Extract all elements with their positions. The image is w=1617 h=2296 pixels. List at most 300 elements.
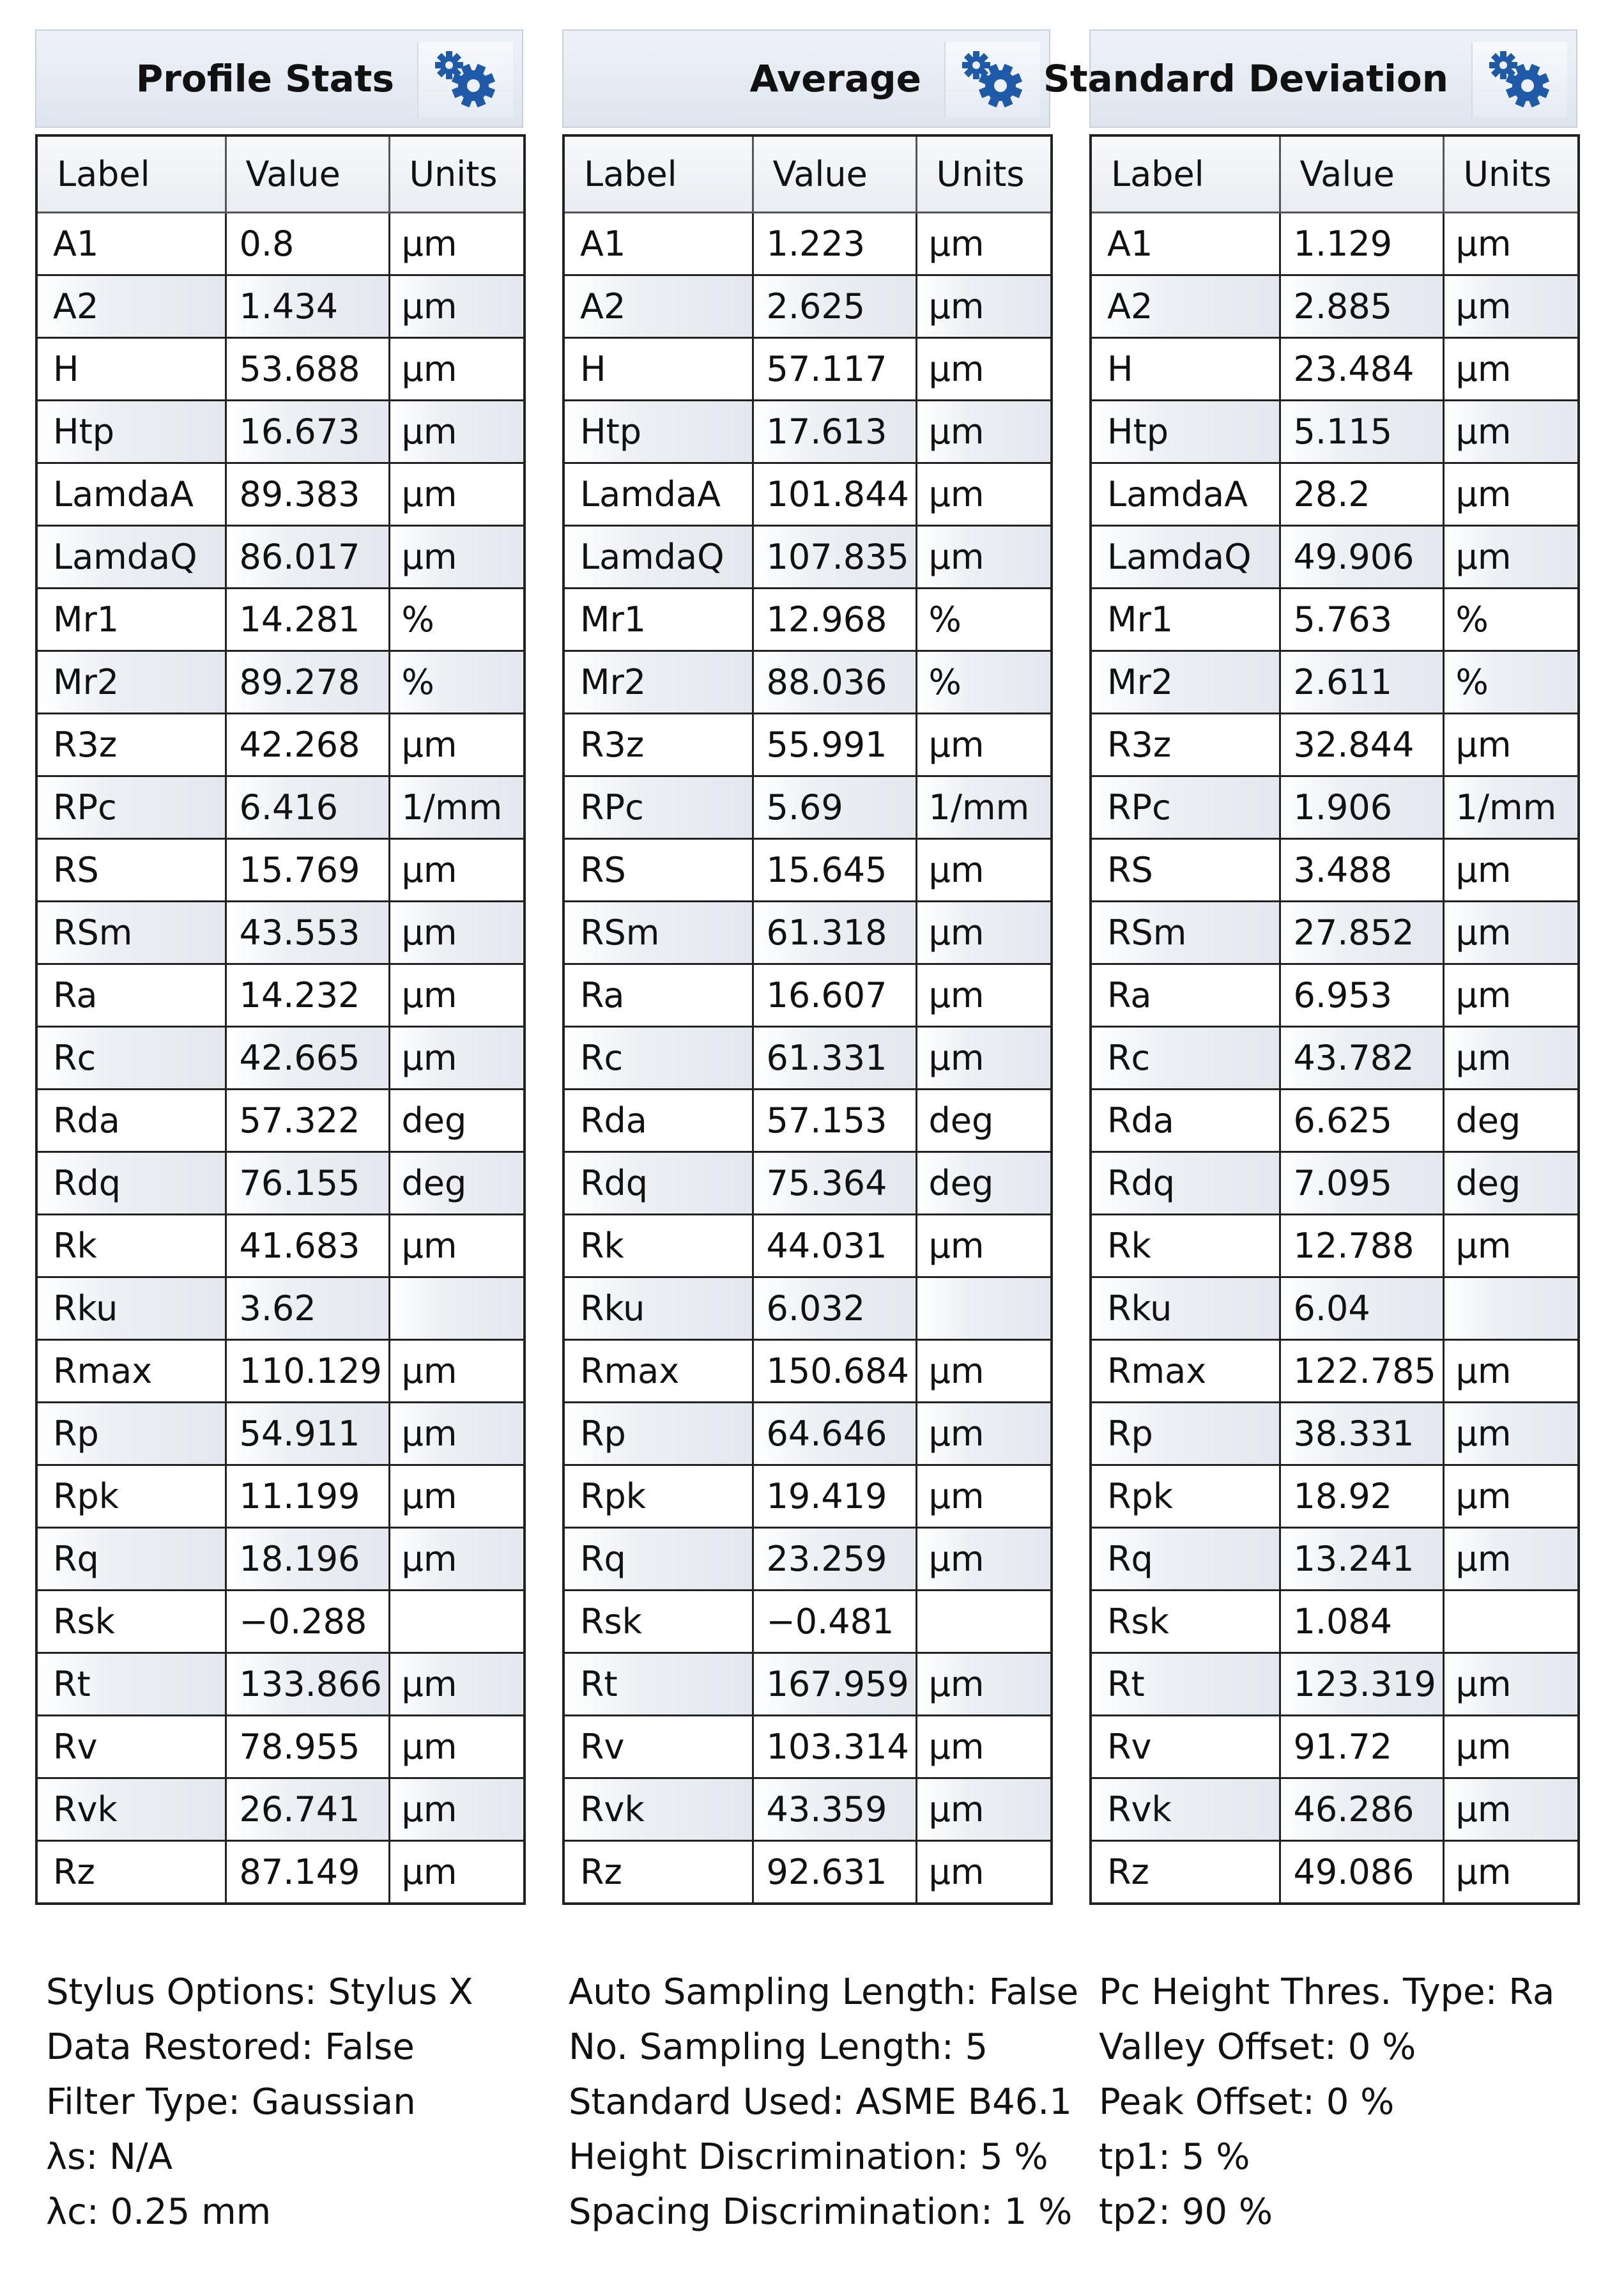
row-value: −0.288 bbox=[226, 1591, 389, 1653]
stats-table bbox=[562, 134, 1053, 1905]
row-units: 1/mm bbox=[1443, 776, 1579, 839]
table-row[interactable] bbox=[36, 964, 525, 1027]
table-row[interactable] bbox=[1091, 1403, 1579, 1465]
table-row[interactable] bbox=[563, 1528, 1052, 1591]
table-row[interactable] bbox=[1091, 338, 1579, 401]
row-units: µm bbox=[1443, 338, 1579, 401]
row-label: A2 bbox=[1091, 275, 1280, 338]
row-units: µm bbox=[389, 1716, 525, 1778]
row-value: 123.319 bbox=[1280, 1653, 1443, 1716]
row-units: µm bbox=[1443, 1215, 1579, 1277]
row-units: µm bbox=[916, 964, 1052, 1027]
table-row[interactable] bbox=[1091, 964, 1579, 1027]
row-label: LamdaA bbox=[563, 463, 753, 526]
row-units: µm bbox=[1443, 401, 1579, 463]
row-label: R3z bbox=[563, 714, 753, 776]
row-units: µm bbox=[916, 1027, 1052, 1090]
row-units: µm bbox=[916, 839, 1052, 902]
row-label: RS bbox=[1091, 839, 1280, 902]
table-row[interactable] bbox=[1091, 714, 1579, 776]
table-row[interactable] bbox=[1091, 1090, 1579, 1152]
table-row[interactable] bbox=[563, 1027, 1052, 1090]
profile-stats-panel bbox=[35, 29, 523, 1905]
table-row[interactable] bbox=[36, 338, 525, 401]
row-value: 103.314 bbox=[753, 1716, 916, 1778]
row-value: 55.991 bbox=[753, 714, 916, 776]
row-units: µm bbox=[916, 526, 1052, 589]
row-value: 18.196 bbox=[226, 1528, 389, 1591]
table-row[interactable] bbox=[36, 275, 525, 338]
table-row[interactable] bbox=[1091, 1716, 1579, 1778]
row-value: 5.763 bbox=[1280, 589, 1443, 651]
row-units: µm bbox=[916, 401, 1052, 463]
row-label: RSm bbox=[36, 902, 226, 964]
row-label: Rq bbox=[563, 1528, 753, 1591]
settings-info-column-2 bbox=[569, 1965, 1078, 2240]
row-label: A1 bbox=[36, 213, 226, 275]
row-label: Rdq bbox=[36, 1152, 226, 1215]
table-row[interactable] bbox=[1091, 839, 1579, 902]
row-value: 12.968 bbox=[753, 589, 916, 651]
row-label: Rda bbox=[1091, 1090, 1280, 1152]
row-value: 6.032 bbox=[753, 1277, 916, 1340]
row-units: µm bbox=[916, 463, 1052, 526]
table-row[interactable] bbox=[563, 1340, 1052, 1403]
row-label: Rt bbox=[36, 1653, 226, 1716]
units-column-header[interactable]: Units bbox=[1443, 135, 1579, 213]
row-units: µm bbox=[389, 1778, 525, 1841]
table-row[interactable] bbox=[36, 1090, 525, 1152]
table-row[interactable] bbox=[563, 964, 1052, 1027]
table-row[interactable] bbox=[36, 1027, 525, 1090]
row-label: RPc bbox=[36, 776, 226, 839]
row-label: Rsk bbox=[563, 1591, 753, 1653]
row-value: 89.278 bbox=[226, 651, 389, 714]
row-units: µm bbox=[916, 1841, 1052, 1904]
row-units: µm bbox=[389, 275, 525, 338]
table-row[interactable] bbox=[36, 463, 525, 526]
row-value: 87.149 bbox=[226, 1841, 389, 1904]
table-row[interactable] bbox=[563, 275, 1052, 338]
table-row[interactable] bbox=[563, 526, 1052, 589]
row-label: Rv bbox=[36, 1716, 226, 1778]
table-row[interactable] bbox=[563, 776, 1052, 839]
table-row[interactable] bbox=[563, 401, 1052, 463]
row-label: Ra bbox=[36, 964, 226, 1027]
row-value: 3.488 bbox=[1280, 839, 1443, 902]
table-row[interactable] bbox=[1091, 1465, 1579, 1528]
row-units: % bbox=[1443, 589, 1579, 651]
table-row[interactable] bbox=[1091, 1027, 1579, 1090]
row-value: 27.852 bbox=[1280, 902, 1443, 964]
row-label: A1 bbox=[563, 213, 753, 275]
row-value: 1.434 bbox=[226, 275, 389, 338]
row-units bbox=[916, 1591, 1052, 1653]
row-label: Rdq bbox=[563, 1152, 753, 1215]
table-row[interactable] bbox=[36, 1716, 525, 1778]
row-label: Rmax bbox=[563, 1340, 753, 1403]
settings-button[interactable] bbox=[944, 42, 1040, 118]
table-row[interactable] bbox=[563, 1465, 1052, 1528]
row-units: µm bbox=[389, 1465, 525, 1528]
table-row[interactable] bbox=[1091, 526, 1579, 589]
standard-deviation-panel bbox=[1043, 29, 1577, 1905]
row-units: % bbox=[389, 651, 525, 714]
settings-info-line: Standard Used: ASME B46.1 bbox=[569, 2081, 1072, 2123]
row-value: 1.223 bbox=[753, 213, 916, 275]
row-value: 6.04 bbox=[1280, 1277, 1443, 1340]
row-label: Htp bbox=[1091, 401, 1280, 463]
row-units: deg bbox=[389, 1152, 525, 1215]
row-label: Rv bbox=[563, 1716, 753, 1778]
row-label: Rk bbox=[1091, 1215, 1280, 1277]
table-row[interactable] bbox=[563, 902, 1052, 964]
row-units: µm bbox=[1443, 1027, 1579, 1090]
row-label: Rq bbox=[36, 1528, 226, 1591]
row-units: µm bbox=[1443, 463, 1579, 526]
table-row[interactable] bbox=[563, 1215, 1052, 1277]
table-row[interactable] bbox=[36, 526, 525, 589]
table-row[interactable] bbox=[1091, 1215, 1579, 1277]
row-label: Rk bbox=[563, 1215, 753, 1277]
table-row[interactable] bbox=[36, 651, 525, 714]
table-row[interactable] bbox=[36, 213, 525, 275]
table-row[interactable] bbox=[563, 714, 1052, 776]
row-label: A1 bbox=[1091, 213, 1280, 275]
row-units: µm bbox=[1443, 1528, 1579, 1591]
row-units: µm bbox=[916, 1340, 1052, 1403]
row-label: A2 bbox=[36, 275, 226, 338]
panel-header bbox=[562, 29, 1050, 128]
row-value: 53.688 bbox=[226, 338, 389, 401]
settings-info-line: Valley Offset: 0 % bbox=[1099, 2026, 1416, 2068]
row-label: Htp bbox=[563, 401, 753, 463]
row-value: 92.631 bbox=[753, 1841, 916, 1904]
row-units: µm bbox=[389, 338, 525, 401]
settings-info-line: tp1: 5 % bbox=[1099, 2136, 1250, 2178]
row-label: Rvk bbox=[36, 1778, 226, 1841]
row-value: 28.2 bbox=[1280, 463, 1443, 526]
settings-info-line: Stylus Options: Stylus X bbox=[46, 1971, 473, 2013]
table-row[interactable] bbox=[1091, 902, 1579, 964]
row-units bbox=[1443, 1591, 1579, 1653]
row-label: Rmax bbox=[36, 1340, 226, 1403]
row-units: µm bbox=[389, 839, 525, 902]
row-label: Rku bbox=[1091, 1277, 1280, 1340]
row-units: µm bbox=[389, 1653, 525, 1716]
row-label: Rk bbox=[36, 1215, 226, 1277]
row-value: 19.419 bbox=[753, 1465, 916, 1528]
row-value: 42.268 bbox=[226, 714, 389, 776]
table-row[interactable] bbox=[36, 1403, 525, 1465]
row-label: Rt bbox=[563, 1653, 753, 1716]
table-row[interactable] bbox=[36, 902, 525, 964]
row-label: Ra bbox=[563, 964, 753, 1027]
table-row[interactable] bbox=[1091, 776, 1579, 839]
row-value: 44.031 bbox=[753, 1215, 916, 1277]
row-value: 23.484 bbox=[1280, 338, 1443, 401]
table-row[interactable] bbox=[36, 401, 525, 463]
row-value: 2.625 bbox=[753, 275, 916, 338]
row-units: µm bbox=[1443, 1778, 1579, 1841]
row-label: LamdaQ bbox=[563, 526, 753, 589]
row-units: µm bbox=[916, 1215, 1052, 1277]
table-row[interactable] bbox=[563, 213, 1052, 275]
row-units: µm bbox=[916, 714, 1052, 776]
row-value: 91.72 bbox=[1280, 1716, 1443, 1778]
row-value: 16.607 bbox=[753, 964, 916, 1027]
row-value: 16.673 bbox=[226, 401, 389, 463]
row-units: µm bbox=[1443, 839, 1579, 902]
row-value: 1.906 bbox=[1280, 776, 1443, 839]
row-value: 6.416 bbox=[226, 776, 389, 839]
row-value: 14.232 bbox=[226, 964, 389, 1027]
row-value: 78.955 bbox=[226, 1716, 389, 1778]
settings-info-line: No. Sampling Length: 5 bbox=[569, 2026, 988, 2068]
row-units: µm bbox=[916, 1778, 1052, 1841]
row-value: 3.62 bbox=[226, 1277, 389, 1340]
table-row[interactable] bbox=[36, 1277, 525, 1340]
table-row[interactable] bbox=[563, 651, 1052, 714]
row-label: RPc bbox=[1091, 776, 1280, 839]
table-row[interactable] bbox=[36, 589, 525, 651]
row-value: 18.92 bbox=[1280, 1465, 1443, 1528]
row-units: deg bbox=[916, 1090, 1052, 1152]
row-units bbox=[389, 1591, 525, 1653]
table-row[interactable] bbox=[1091, 1841, 1579, 1904]
row-value: 2.885 bbox=[1280, 275, 1443, 338]
row-units: 1/mm bbox=[389, 776, 525, 839]
row-units: µm bbox=[916, 213, 1052, 275]
row-value: 42.665 bbox=[226, 1027, 389, 1090]
row-value: 0.8 bbox=[226, 213, 389, 275]
row-label: H bbox=[1091, 338, 1280, 401]
settings-info-line: Height Discrimination: 5 % bbox=[569, 2136, 1048, 2178]
row-label: Rc bbox=[1091, 1027, 1280, 1090]
row-label: RPc bbox=[563, 776, 753, 839]
row-value: 57.153 bbox=[753, 1090, 916, 1152]
table-row[interactable] bbox=[36, 1653, 525, 1716]
label-column-header[interactable]: Label bbox=[36, 135, 226, 213]
settings-info-line: λs: N/A bbox=[46, 2136, 173, 2178]
units-column-header[interactable]: Units bbox=[916, 135, 1052, 213]
row-units: µm bbox=[1443, 714, 1579, 776]
row-value: 88.036 bbox=[753, 651, 916, 714]
row-label: RS bbox=[36, 839, 226, 902]
table-row[interactable] bbox=[563, 1403, 1052, 1465]
row-label: LamdaQ bbox=[1091, 526, 1280, 589]
value-column-header[interactable]: Value bbox=[753, 135, 916, 213]
table-row[interactable] bbox=[563, 1152, 1052, 1215]
row-units: µm bbox=[916, 1403, 1052, 1465]
row-label: Rmax bbox=[1091, 1340, 1280, 1403]
row-units: µm bbox=[916, 902, 1052, 964]
table-row[interactable] bbox=[563, 1778, 1052, 1841]
table-row[interactable] bbox=[1091, 1778, 1579, 1841]
value-column-header[interactable]: Value bbox=[1280, 135, 1443, 213]
table-row[interactable] bbox=[36, 1841, 525, 1904]
table-header-row bbox=[563, 135, 1052, 213]
row-label: Mr1 bbox=[36, 589, 226, 651]
row-label: Rz bbox=[1091, 1841, 1280, 1904]
units-column-header[interactable]: Units bbox=[389, 135, 525, 213]
table-row[interactable] bbox=[1091, 1277, 1579, 1340]
row-value: 76.155 bbox=[226, 1152, 389, 1215]
row-units: µm bbox=[389, 1340, 525, 1403]
row-label: Rvk bbox=[563, 1778, 753, 1841]
panel-title: Profile Stats bbox=[135, 57, 394, 100]
table-row[interactable] bbox=[1091, 651, 1579, 714]
label-column-header[interactable]: Label bbox=[1091, 135, 1280, 213]
settings-info-line: Data Restored: False bbox=[46, 2026, 415, 2068]
row-units: deg bbox=[916, 1152, 1052, 1215]
table-row[interactable] bbox=[36, 1778, 525, 1841]
table-row[interactable] bbox=[1091, 1152, 1579, 1215]
row-label: RSm bbox=[563, 902, 753, 964]
settings-info-line: Pc Height Thres. Type: Ra bbox=[1099, 1971, 1555, 2013]
row-units bbox=[389, 1277, 525, 1340]
table-row[interactable] bbox=[1091, 1591, 1579, 1653]
settings-info-line: Spacing Discrimination: 1 % bbox=[569, 2191, 1073, 2233]
row-label: A2 bbox=[563, 275, 753, 338]
table-row[interactable] bbox=[1091, 1653, 1579, 1716]
row-value: 64.646 bbox=[753, 1403, 916, 1465]
row-units: µm bbox=[916, 1465, 1052, 1528]
table-row[interactable] bbox=[563, 1653, 1052, 1716]
row-label: Rz bbox=[563, 1841, 753, 1904]
row-units: % bbox=[916, 589, 1052, 651]
table-row[interactable] bbox=[36, 1215, 525, 1277]
settings-info-line: Filter Type: Gaussian bbox=[46, 2081, 416, 2123]
table-row[interactable] bbox=[563, 589, 1052, 651]
table-row[interactable] bbox=[1091, 275, 1579, 338]
row-label: H bbox=[563, 338, 753, 401]
row-value: 167.959 bbox=[753, 1653, 916, 1716]
row-value: 43.359 bbox=[753, 1778, 916, 1841]
row-label: Rpk bbox=[563, 1465, 753, 1528]
row-units: deg bbox=[389, 1090, 525, 1152]
row-label: Rp bbox=[563, 1403, 753, 1465]
row-label: Rsk bbox=[1091, 1591, 1280, 1653]
row-label: Rc bbox=[563, 1027, 753, 1090]
value-column-header[interactable]: Value bbox=[226, 135, 389, 213]
table-row[interactable] bbox=[1091, 213, 1579, 275]
row-label: Mr2 bbox=[563, 651, 753, 714]
row-units: µm bbox=[1443, 1653, 1579, 1716]
row-units: µm bbox=[916, 1653, 1052, 1716]
table-row[interactable] bbox=[1091, 1340, 1579, 1403]
row-units: µm bbox=[1443, 1403, 1579, 1465]
row-units: deg bbox=[1443, 1090, 1579, 1152]
row-label: Rz bbox=[36, 1841, 226, 1904]
table-row[interactable] bbox=[563, 1090, 1052, 1152]
row-value: 32.844 bbox=[1280, 714, 1443, 776]
row-value: 133.866 bbox=[226, 1653, 389, 1716]
settings-info-line: λc: 0.25 mm bbox=[46, 2191, 272, 2233]
row-value: 23.259 bbox=[753, 1528, 916, 1591]
row-units: µm bbox=[1443, 1465, 1579, 1528]
label-column-header[interactable]: Label bbox=[563, 135, 753, 213]
row-value: 2.611 bbox=[1280, 651, 1443, 714]
row-label: Mr2 bbox=[36, 651, 226, 714]
row-value: 15.645 bbox=[753, 839, 916, 902]
table-row[interactable] bbox=[563, 1716, 1052, 1778]
row-value: 5.115 bbox=[1280, 401, 1443, 463]
row-label: Mr2 bbox=[1091, 651, 1280, 714]
row-units: µm bbox=[389, 526, 525, 589]
table-row[interactable] bbox=[563, 463, 1052, 526]
row-value: 6.953 bbox=[1280, 964, 1443, 1027]
row-label: LamdaA bbox=[36, 463, 226, 526]
table-row[interactable] bbox=[36, 1465, 525, 1528]
row-value: 1.084 bbox=[1280, 1591, 1443, 1653]
stats-table bbox=[1089, 134, 1580, 1905]
settings-button[interactable] bbox=[417, 42, 513, 118]
row-units: µm bbox=[1443, 1716, 1579, 1778]
table-row[interactable] bbox=[1091, 401, 1579, 463]
row-label: LamdaQ bbox=[36, 526, 226, 589]
row-value: 54.911 bbox=[226, 1403, 389, 1465]
row-units: µm bbox=[916, 1528, 1052, 1591]
table-row[interactable] bbox=[563, 338, 1052, 401]
row-units: µm bbox=[916, 1716, 1052, 1778]
table-row[interactable] bbox=[563, 1841, 1052, 1904]
row-label: Htp bbox=[36, 401, 226, 463]
row-value: 1.129 bbox=[1280, 213, 1443, 275]
row-label: Rp bbox=[36, 1403, 226, 1465]
settings-button[interactable] bbox=[1471, 42, 1567, 118]
row-value: 89.383 bbox=[226, 463, 389, 526]
row-value: 86.017 bbox=[226, 526, 389, 589]
row-label: Rku bbox=[36, 1277, 226, 1340]
row-value: 6.625 bbox=[1280, 1090, 1443, 1152]
row-units: µm bbox=[1443, 1841, 1579, 1904]
row-value: 101.844 bbox=[753, 463, 916, 526]
table-row[interactable] bbox=[1091, 1528, 1579, 1591]
stats-table bbox=[35, 134, 526, 1905]
table-row[interactable] bbox=[36, 1152, 525, 1215]
table-row[interactable] bbox=[36, 776, 525, 839]
row-value: 43.553 bbox=[226, 902, 389, 964]
table-header-row bbox=[1091, 135, 1579, 213]
row-units: µm bbox=[389, 213, 525, 275]
table-row[interactable] bbox=[36, 714, 525, 776]
table-row[interactable] bbox=[1091, 589, 1579, 651]
row-label: Rku bbox=[563, 1277, 753, 1340]
table-row[interactable] bbox=[36, 1528, 525, 1591]
row-units: µm bbox=[1443, 526, 1579, 589]
row-label: H bbox=[36, 338, 226, 401]
row-units: µm bbox=[389, 714, 525, 776]
row-value: 38.331 bbox=[1280, 1403, 1443, 1465]
table-row[interactable] bbox=[36, 1591, 525, 1653]
row-units: 1/mm bbox=[916, 776, 1052, 839]
table-row[interactable] bbox=[36, 1340, 525, 1403]
row-label: Rda bbox=[36, 1090, 226, 1152]
row-units: µm bbox=[389, 964, 525, 1027]
table-row[interactable] bbox=[563, 1591, 1052, 1653]
table-row[interactable] bbox=[36, 839, 525, 902]
row-value: −0.481 bbox=[753, 1591, 916, 1653]
row-label: Rpk bbox=[1091, 1465, 1280, 1528]
row-label: Rvk bbox=[1091, 1778, 1280, 1841]
row-label: Rt bbox=[1091, 1653, 1280, 1716]
table-row[interactable] bbox=[563, 839, 1052, 902]
row-label: Rda bbox=[563, 1090, 753, 1152]
table-row[interactable] bbox=[563, 1277, 1052, 1340]
table-row[interactable] bbox=[1091, 463, 1579, 526]
row-value: 49.906 bbox=[1280, 526, 1443, 589]
